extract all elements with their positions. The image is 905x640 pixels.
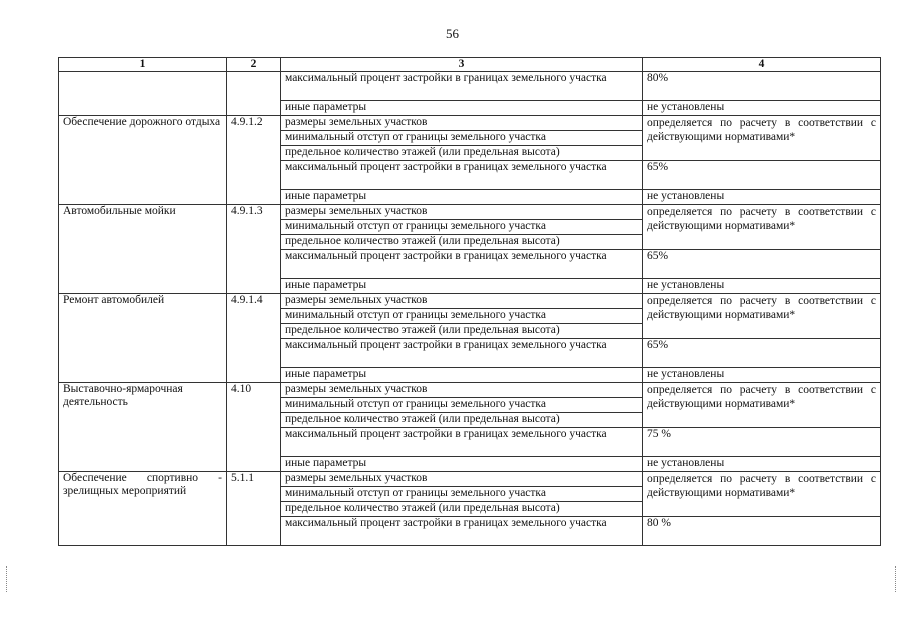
value-cell: 65%	[643, 339, 881, 368]
param-cell: максимальный процент застройки в границах земельного участка	[281, 339, 643, 368]
param-cell: максимальный процент застройки в границах земельного участка	[281, 517, 643, 546]
param-cell: предельное количество этажей (или предельная высота)	[281, 413, 643, 428]
merged-value-cell: определяется по расчету в соответствии с действующими нормативами*	[643, 472, 881, 517]
header-row	[59, 58, 881, 72]
param-cell: максимальный процент застройки в границах земельного участка	[281, 161, 643, 190]
purpose-code-cell	[227, 72, 281, 116]
merged-value-cell: определяется по расчету в соответствии с действующими нормативами*	[643, 383, 881, 428]
purpose-code-cell: 4.10	[227, 383, 281, 472]
purpose-code-cell: 4.9.1.4	[227, 294, 281, 383]
purpose-code-cell: 5.1.1	[227, 472, 281, 546]
param-cell: минимальный отступ от границы земельного участка	[281, 398, 643, 413]
merged-value-cell: определяется по расчету в соответствии с действующими нормативами*	[643, 116, 881, 161]
table-row	[59, 72, 881, 101]
param-cell: размеры земельных участков	[281, 116, 643, 131]
purpose-name-cell: Обеспечение спортивно - зрелищных мероприятий	[59, 472, 227, 546]
table-row	[59, 116, 881, 131]
table-row	[59, 383, 881, 398]
table-row	[59, 205, 881, 220]
value-cell: 65%	[643, 161, 881, 190]
value-cell: 75 %	[643, 428, 881, 457]
merged-value-cell: определяется по расчету в соответствии с действующими нормативами*	[643, 205, 881, 250]
purpose-name-cell: Выставочно-ярмарочная деятельность	[59, 383, 227, 472]
value-cell: 80 %	[643, 517, 881, 546]
param-cell: максимальный процент застройки в границах земельного участка	[281, 250, 643, 279]
value-cell: 80%	[643, 72, 881, 101]
value-cell: 65%	[643, 250, 881, 279]
value-cell: не установлены	[643, 190, 881, 205]
param-cell: минимальный отступ от границы земельного участка	[281, 309, 643, 324]
param-cell: предельное количество этажей (или предельная высота)	[281, 146, 643, 161]
column-header-2: 2	[227, 58, 281, 72]
table-row	[59, 294, 881, 309]
param-cell: размеры земельных участков	[281, 294, 643, 309]
param-cell: минимальный отступ от границы земельного участка	[281, 220, 643, 235]
column-header-1: 1	[59, 58, 227, 72]
merged-value-cell: определяется по расчету в соответствии с действующими нормативами*	[643, 294, 881, 339]
value-cell: не установлены	[643, 101, 881, 116]
column-header-3: 3	[281, 58, 643, 72]
param-cell: предельное количество этажей (или предельная высота)	[281, 502, 643, 517]
purpose-name-cell: Ремонт автомобилей	[59, 294, 227, 383]
purpose-name-cell: Автомобильные мойки	[59, 205, 227, 294]
value-cell: не установлены	[643, 279, 881, 294]
purpose-code-cell: 4.9.1.3	[227, 205, 281, 294]
param-cell: размеры земельных участков	[281, 383, 643, 398]
param-cell: размеры земельных участков	[281, 472, 643, 487]
value-cell: не установлены	[643, 368, 881, 383]
value-cell: не установлены	[643, 457, 881, 472]
param-cell: размеры земельных участков	[281, 205, 643, 220]
param-cell: иные параметры	[281, 368, 643, 383]
column-header-4: 4	[643, 58, 881, 72]
param-cell: предельное количество этажей (или предельная высота)	[281, 235, 643, 250]
param-cell: максимальный процент застройки в границах земельного участка	[281, 428, 643, 457]
purpose-name-cell	[59, 72, 227, 116]
param-cell: иные параметры	[281, 279, 643, 294]
param-cell: иные параметры	[281, 190, 643, 205]
param-cell: предельное количество этажей (или предельная высота)	[281, 324, 643, 339]
param-cell: максимальный процент застройки в границах земельного участка	[281, 72, 643, 101]
param-cell: иные параметры	[281, 101, 643, 116]
param-cell: иные параметры	[281, 457, 643, 472]
param-cell: минимальный отступ от границы земельного участка	[281, 131, 643, 146]
left-scan-margin-mark	[6, 566, 13, 592]
purpose-code-cell: 4.9.1.2	[227, 116, 281, 205]
purpose-name-cell: Обеспечение дорожного отдыха	[59, 116, 227, 205]
page-number: 56	[446, 26, 459, 41]
right-scan-margin-mark	[895, 566, 902, 592]
table-row	[59, 472, 881, 487]
param-cell: минимальный отступ от границы земельного участка	[281, 487, 643, 502]
zoning-parameters-table	[58, 57, 881, 546]
